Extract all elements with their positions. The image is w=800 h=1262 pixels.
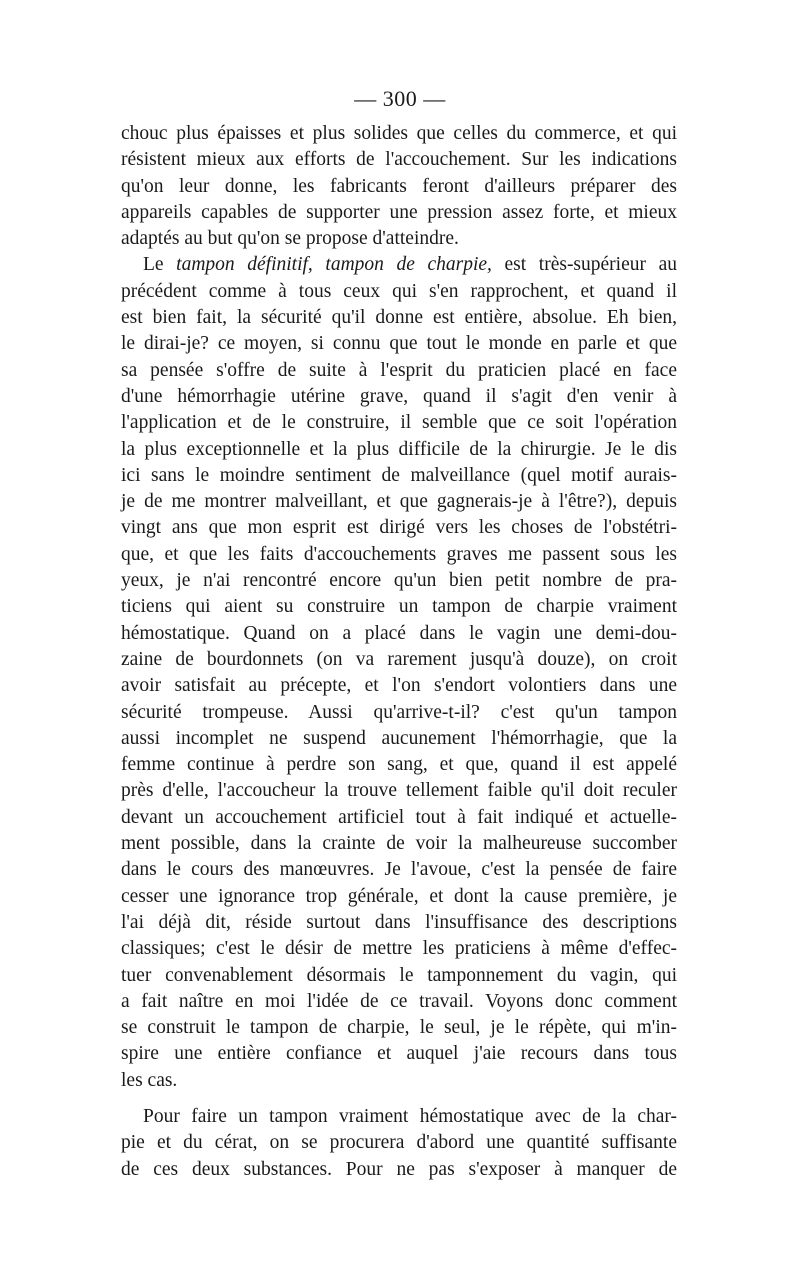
text-line: hémostatique. Quand on a placé dans le vagin une demi-dou- — [121, 622, 677, 644]
text-line: sa pensée s'offre de suite à l'esprit du praticien placé en face — [121, 359, 677, 381]
paragraph-gap — [121, 1094, 677, 1104]
text-line: vingt ans que mon esprit est dirigé vers les choses de l'obstétri- — [121, 517, 677, 539]
text-run: est très-supérieur au — [491, 254, 677, 276]
text-line: dans le cours des manœuvres. Je l'avoue, c'est la pensée de faire — [121, 859, 677, 881]
text-line: la plus exceptionnelle et la plus difficile de la chirurgie. Je le dis — [121, 438, 677, 460]
paragraph — [121, 121, 677, 252]
text-run: Le — [143, 254, 177, 276]
text-line: avoir satisfait au précepte, et l'on s'endort volontiers dans une — [121, 675, 677, 697]
text-line: yeux, je n'ai rencontré encore qu'un bien petit nombre de pra- — [121, 570, 677, 592]
text-line: précédent comme à tous ceux qui s'en rapprochent, et quand il — [121, 280, 677, 302]
text-line: je de me montrer malveillant, et que gagnerais-je à l'être?), depuis — [121, 491, 677, 513]
text-line: femme continue à perdre son sang, et que, quand il est appelé — [121, 754, 677, 776]
text-line: pie et du cérat, on se procurera d'abord une quantité suffisante — [121, 1132, 677, 1154]
text-line: Pour faire un tampon vraiment hémostatique avec de la char- — [143, 1105, 677, 1127]
text-line: adaptés au but qu'on se propose d'atteindre. — [121, 228, 459, 250]
text-line: l'application et de le construire, il semble que ce soit l'opération — [121, 412, 677, 434]
italic-term: tampon de charpie, — [325, 254, 492, 276]
text-line: spire une entière confiance et auquel j'aie recours dans tous — [121, 1043, 677, 1065]
text-line: les cas. — [121, 1069, 178, 1091]
text-line: l'ai déjà dit, réside surtout dans l'insuffisance des descriptions — [121, 911, 677, 933]
page-number: — 300 — — [354, 86, 446, 111]
text-line: se construit le tampon de charpie, le seul, je le répète, qui m'in- — [121, 1017, 677, 1039]
text-line: ment possible, dans la crainte de voir la malheureuse succomber — [121, 833, 677, 855]
text-line: a fait naître en moi l'idée de ce travail. Voyons donc comment — [121, 990, 677, 1012]
paragraph — [121, 252, 677, 1094]
text-line — [121, 252, 677, 278]
text-line: aussi incomplet ne suspend aucunement l'hémorrhagie, que la — [121, 727, 677, 749]
text-run — [313, 254, 326, 275]
text-line: que, et que les faits d'accouchements graves me passent sous les — [121, 543, 677, 565]
paragraph — [121, 1104, 677, 1183]
text-line: cesser une ignorance trop générale, et dont la cause première, je — [121, 885, 677, 907]
italic-term: tampon définitif, — [176, 254, 313, 276]
text-line: de ces deux substances. Pour ne pas s'exposer à manquer de — [121, 1158, 677, 1180]
text-line: appareils capables de supporter une pression assez forte, et mieux — [121, 201, 677, 223]
text-line: devant un accouchement artificiel tout à fait indiqué et actuelle- — [121, 806, 677, 828]
body-text — [121, 121, 677, 1183]
text-line: résistent mieux aux efforts de l'accouchement. Sur les indications — [121, 149, 677, 171]
text-line: d'une hémorrhagie utérine grave, quand il s'agit d'en venir à — [121, 385, 677, 407]
text-line: tuer convenablement désormais le tamponnement du vagin, qui — [121, 964, 677, 986]
text-line: le dirai-je? ce moyen, si connu que tout le monde en parle et que — [121, 333, 677, 355]
text-line: est bien fait, la sécurité qu'il donne est entière, absolue. Eh bien, — [121, 307, 677, 329]
text-line: classiques; c'est le désir de mettre les praticiens à même d'effec- — [121, 938, 677, 960]
text-line: ici sans le moindre sentiment de malveillance (quel motif aurais- — [121, 464, 677, 486]
text-line: chouc plus épaisses et plus solides que celles du commerce, et qui — [121, 123, 677, 144]
text-line: zaine de bourdonnets (on va rarement jusqu'à douze), on croit — [121, 648, 677, 670]
text-line: qu'on leur donne, les fabricants feront d'ailleurs préparer des — [121, 175, 677, 197]
text-line: sécurité trompeuse. Aussi qu'arrive-t-il? c'est qu'un tampon — [121, 701, 677, 723]
text-line: ticiens qui aient su construire un tampon de charpie vraiment — [121, 596, 677, 618]
text-line: près d'elle, l'accoucheur la trouve tellement faible qu'il doit reculer — [121, 780, 677, 802]
